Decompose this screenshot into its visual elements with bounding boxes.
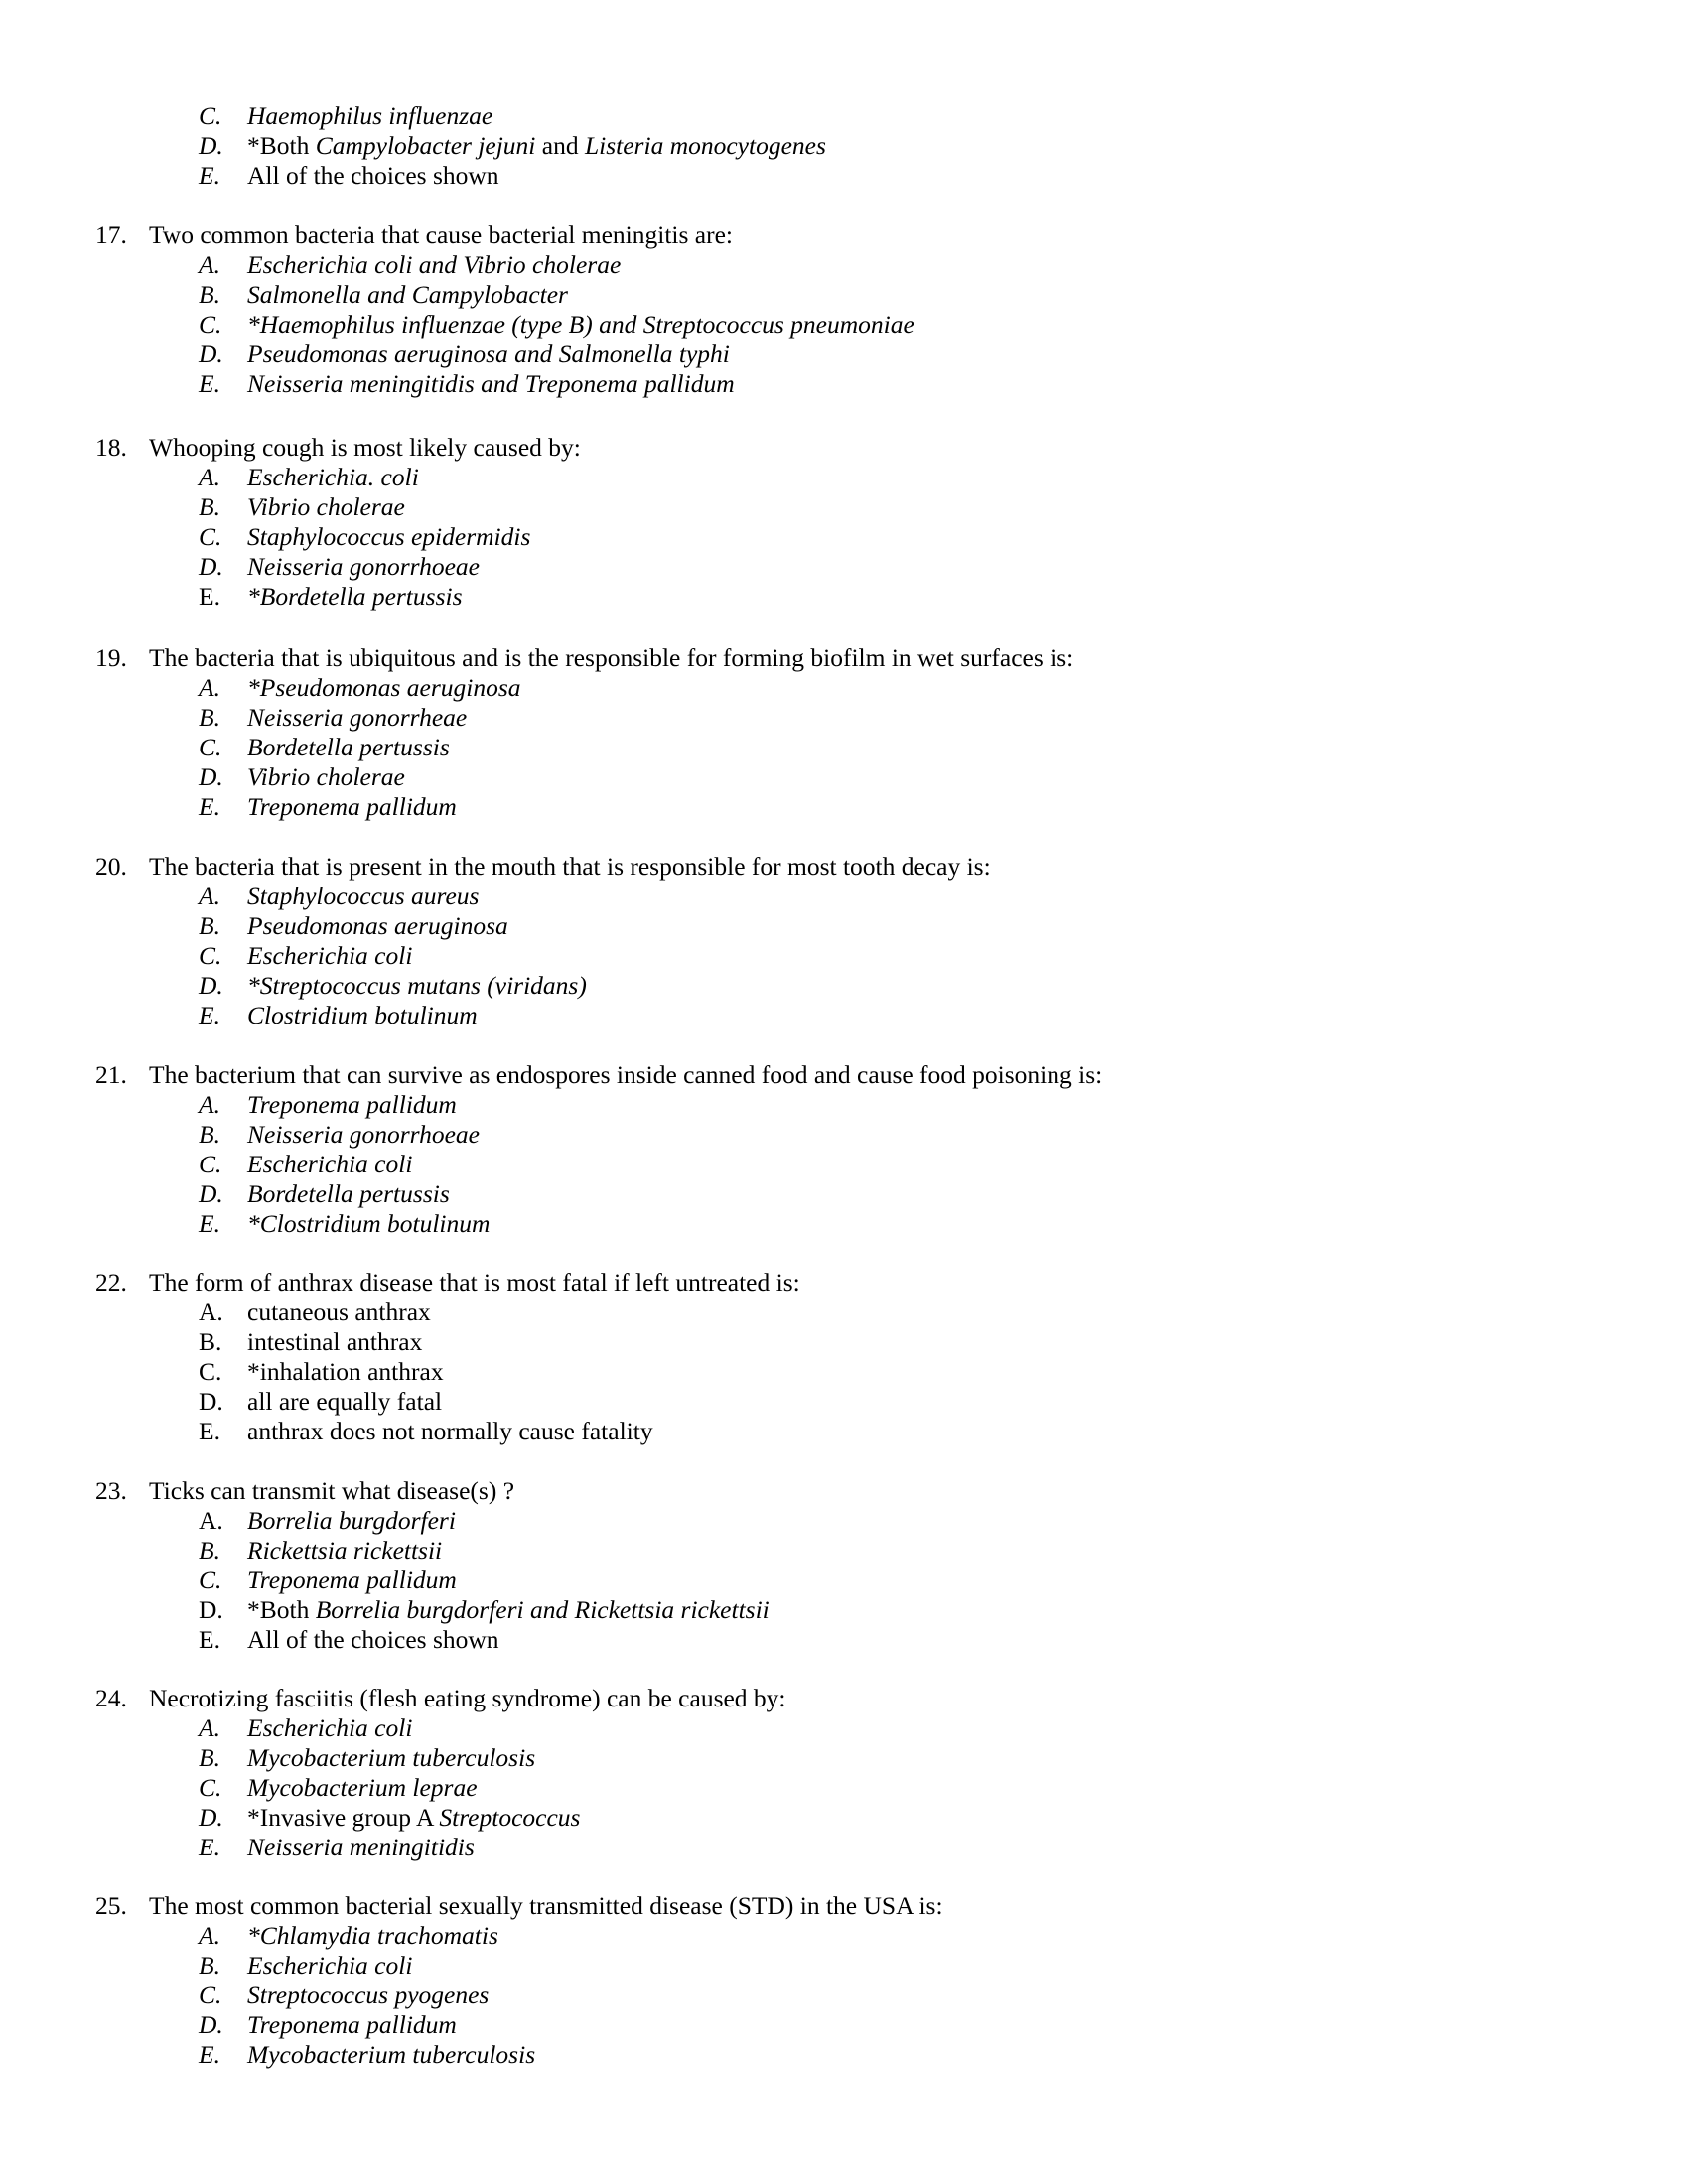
option-letter: B.: [199, 1743, 220, 1772]
option-text-part: all are equally fatal: [247, 1387, 443, 1416]
answer-option: [0, 1209, 1688, 1239]
answer-option: [0, 882, 1688, 911]
answer-option: [0, 1506, 1688, 1536]
question-number: 24.: [95, 1684, 127, 1712]
option-text: [247, 1001, 478, 1030]
option-letter: D.: [199, 971, 223, 1000]
option-letter: D.: [199, 762, 223, 791]
option-text-part: Streptococcus: [439, 1803, 581, 1832]
option-text-part: Rickettsia rickettsii: [247, 1536, 443, 1565]
answer-option: [0, 101, 1688, 131]
option-letter: C.: [199, 1980, 222, 2009]
answer-option: [0, 762, 1688, 792]
answer-option: [0, 1387, 1688, 1417]
answer-option: [0, 1536, 1688, 1566]
option-text: [247, 463, 419, 492]
option-text-part: Treponema pallidum: [247, 1566, 457, 1594]
option-text: [247, 1387, 442, 1417]
option-text-part: All of the choices shown: [247, 161, 499, 190]
option-text-part: *Streptococcus mutans (viridans): [247, 971, 587, 1000]
option-text-part: Escherichia coli: [247, 941, 413, 970]
option-text-part: Mycobacterium tuberculosis: [247, 2040, 536, 2069]
option-text: [247, 1297, 431, 1327]
option-text: [247, 369, 735, 399]
question-stem: [0, 643, 1688, 673]
question-text: The bacteria that is present in the mouth that is responsible for most tooth decay is:: [149, 852, 991, 881]
option-text-part: Treponema pallidum: [247, 2010, 457, 2039]
answer-option: [0, 1090, 1688, 1120]
answer-option: [0, 1980, 1688, 2010]
option-text-part: *Both: [247, 1595, 316, 1624]
option-letter: E.: [199, 161, 220, 190]
option-letter: C.: [199, 310, 222, 339]
answer-option: [0, 941, 1688, 971]
option-letter: D.: [199, 1387, 223, 1416]
option-text-part: Escherichia coli: [247, 1951, 413, 1979]
option-text-part: Staphylococcus epidermidis: [247, 522, 531, 551]
question-24: [0, 1684, 1688, 1862]
option-text: [247, 280, 568, 310]
answer-option: [0, 582, 1688, 612]
question-stem: [0, 1268, 1688, 1297]
option-text: [247, 1833, 475, 1862]
option-letter: A.: [199, 1297, 223, 1326]
option-text: [247, 911, 508, 941]
option-letter: D.: [199, 340, 223, 368]
option-text-part: Escherichia. coli: [247, 463, 419, 491]
option-text: [247, 792, 457, 822]
answer-option: [0, 161, 1688, 191]
option-text-part: Neisseria meningitidis and Treponema pallidum: [247, 369, 735, 398]
option-letter: A.: [199, 250, 220, 279]
option-letter: B.: [199, 492, 220, 521]
question-19: [0, 643, 1688, 822]
question-stem: [0, 220, 1688, 250]
answer-option: [0, 1713, 1688, 1743]
question-text: Two common bacteria that cause bacterial meningitis are:: [149, 220, 734, 249]
option-letter: C.: [199, 1357, 222, 1386]
question-18: [0, 433, 1688, 612]
option-text-part: Mycobacterium leprae: [247, 1773, 478, 1802]
option-letter: E.: [199, 792, 220, 821]
option-text: [247, 1357, 444, 1387]
option-letter: B.: [199, 1951, 220, 1979]
option-text-part: Neisseria gonorrheae: [247, 703, 468, 732]
option-text-part: Listeria monocytogenes: [584, 131, 826, 160]
answer-option: [0, 310, 1688, 340]
option-text: [247, 941, 412, 971]
option-text-part: Vibrio cholerae: [247, 762, 405, 791]
option-text-part: Streptococcus pyogenes: [247, 1980, 490, 2009]
answer-option: [0, 552, 1688, 582]
option-text: [247, 552, 480, 582]
option-text-part: Staphylococcus aureus: [247, 882, 480, 910]
question-number: 17.: [95, 220, 127, 249]
answer-option: [0, 1743, 1688, 1773]
option-letter: D.: [199, 2010, 223, 2039]
option-text: [247, 1803, 580, 1833]
option-text-part: *Bordetella pertussis: [247, 582, 463, 611]
option-text-part: anthrax does not normally cause fatality: [247, 1417, 653, 1445]
question-text: Whooping cough is most likely caused by:: [149, 433, 581, 462]
option-text: [247, 1773, 478, 1803]
answer-option: [0, 369, 1688, 399]
option-text-part: Neisseria meningitidis: [247, 1833, 475, 1861]
option-text: [247, 1150, 412, 1179]
answer-option: [0, 1327, 1688, 1357]
answer-option: [0, 673, 1688, 703]
option-text-part: *inhalation anthrax: [247, 1357, 444, 1386]
option-text-part: intestinal anthrax: [247, 1327, 423, 1356]
option-text-part: Escherichia coli: [247, 1150, 413, 1178]
option-letter: B.: [199, 280, 220, 309]
option-letter: B.: [199, 1327, 222, 1356]
answer-option: [0, 2010, 1688, 2040]
option-text: [247, 310, 914, 340]
option-text: [247, 762, 405, 792]
answer-option: [0, 1417, 1688, 1446]
option-text-part: *Chlamydia trachomatis: [247, 1921, 498, 1950]
option-letter: C.: [199, 101, 222, 130]
option-text-part: Campylobacter jejuni: [315, 131, 536, 160]
option-letter: A.: [199, 463, 220, 491]
answer-option: [0, 1297, 1688, 1327]
carryover-options: [0, 101, 1688, 191]
answer-option: [0, 1566, 1688, 1595]
option-letter: B.: [199, 1536, 220, 1565]
question-number: 20.: [95, 852, 127, 881]
question-text: The most common bacterial sexually transmitted disease (STD) in the USA is:: [149, 1891, 943, 1920]
option-text: [247, 1536, 442, 1566]
option-text: [247, 882, 479, 911]
answer-option: [0, 1625, 1688, 1655]
option-text: [247, 1506, 456, 1536]
option-text-part: and: [535, 131, 585, 160]
answer-option: [0, 971, 1688, 1001]
option-text: [247, 101, 492, 131]
option-text: [247, 582, 463, 612]
option-text-part: Haemophilus influenzae: [247, 101, 493, 130]
option-text: [247, 1566, 457, 1595]
option-letter: A.: [199, 1713, 220, 1742]
option-text: [247, 1713, 412, 1743]
option-letter: E.: [199, 2040, 220, 2069]
question-stem: [0, 1684, 1688, 1713]
option-letter: D.: [199, 1179, 223, 1208]
option-text: [247, 703, 467, 733]
question-number: 22.: [95, 1268, 127, 1297]
option-text-part: Clostridium botulinum: [247, 1001, 478, 1029]
answer-option: [0, 1357, 1688, 1387]
question-number: 21.: [95, 1060, 127, 1089]
option-letter: C.: [199, 733, 222, 761]
answer-option: [0, 1921, 1688, 1951]
answer-option: [0, 2040, 1688, 2070]
option-text: [247, 971, 587, 1001]
option-letter: A.: [199, 673, 220, 702]
option-text-part: cutaneous anthrax: [247, 1297, 431, 1326]
answer-option: [0, 280, 1688, 310]
option-letter: E.: [199, 1417, 220, 1445]
answer-option: [0, 911, 1688, 941]
option-text: [247, 733, 450, 762]
option-text-part: Bordetella pertussis: [247, 1179, 450, 1208]
option-text: [247, 1625, 499, 1655]
answer-option: [0, 1773, 1688, 1803]
option-letter: A.: [199, 1090, 220, 1119]
answer-option: [0, 250, 1688, 280]
option-letter: E.: [199, 582, 220, 611]
option-letter: D.: [199, 131, 223, 160]
option-text: [247, 1980, 489, 2010]
question-number: 18.: [95, 433, 127, 462]
option-text: [247, 1921, 498, 1951]
option-letter: D.: [199, 1803, 223, 1832]
option-text-part: *Haemophilus influenzae (type B) and Streptococcus pneumoniae: [247, 310, 914, 339]
option-text: [247, 1743, 535, 1773]
option-text: [247, 1327, 422, 1357]
option-text: [247, 1209, 490, 1239]
option-text-part: Neisseria gonorrhoeae: [247, 552, 480, 581]
option-letter: E.: [199, 1001, 220, 1029]
question-number: 25.: [95, 1891, 127, 1920]
question-22: [0, 1268, 1688, 1446]
option-text: [247, 161, 499, 191]
option-letter: C.: [199, 522, 222, 551]
answer-option: [0, 522, 1688, 552]
question-stem: [0, 1060, 1688, 1090]
option-text: [247, 1417, 653, 1446]
question-number: 23.: [95, 1476, 127, 1505]
option-text: [247, 131, 826, 161]
option-text: [247, 250, 621, 280]
question-17: [0, 220, 1688, 399]
question-stem: [0, 433, 1688, 463]
option-text-part: Neisseria gonorrhoeae: [247, 1120, 480, 1149]
answer-option: [0, 1001, 1688, 1030]
option-text-part: Vibrio cholerae: [247, 492, 405, 521]
answer-option: [0, 131, 1688, 161]
answer-option: [0, 463, 1688, 492]
answer-option: [0, 1150, 1688, 1179]
answer-option: [0, 1833, 1688, 1862]
question-20: [0, 852, 1688, 1030]
option-text-part: *Invasive group A: [247, 1803, 440, 1832]
answer-option: [0, 1803, 1688, 1833]
option-text-part: Pseudomonas aeruginosa and Salmonella typhi: [247, 340, 730, 368]
option-text-part: All of the choices shown: [247, 1625, 499, 1654]
option-text-part: *Clostridium botulinum: [247, 1209, 491, 1238]
option-letter: B.: [199, 911, 220, 940]
question-stem: [0, 852, 1688, 882]
answer-option: [0, 703, 1688, 733]
option-text: [247, 492, 405, 522]
option-text-part: Borrelia burgdorferi and Rickettsia rickettsii: [315, 1595, 770, 1624]
option-letter: D.: [199, 552, 223, 581]
option-text: [247, 1120, 480, 1150]
question-number: 19.: [95, 643, 127, 672]
option-text-part: Pseudomonas aeruginosa: [247, 911, 508, 940]
option-text-part: Treponema pallidum: [247, 792, 457, 821]
option-text: [247, 1595, 770, 1625]
question-25: [0, 1891, 1688, 2070]
option-text-part: *Both: [247, 131, 316, 160]
option-text: [247, 522, 530, 552]
option-letter: C.: [199, 941, 222, 970]
option-letter: C.: [199, 1150, 222, 1178]
answer-option: [0, 340, 1688, 369]
option-text: [247, 2040, 535, 2070]
question-text: The bacterium that can survive as endospores inside canned food and cause food poisoning is:: [149, 1060, 1103, 1089]
option-text-part: Salmonella and Campylobacter: [247, 280, 568, 309]
option-text-part: Escherichia coli and Vibrio cholerae: [247, 250, 622, 279]
question-stem: [0, 1476, 1688, 1506]
option-letter: A.: [199, 882, 220, 910]
option-text: [247, 1090, 457, 1120]
question-text: Ticks can transmit what disease(s) ?: [149, 1476, 515, 1505]
option-letter: A.: [199, 1921, 220, 1950]
option-text: [247, 673, 521, 703]
question-21: [0, 1060, 1688, 1239]
option-letter: E.: [199, 1209, 220, 1238]
option-text-part: Escherichia coli: [247, 1713, 413, 1742]
option-letter: E.: [199, 369, 220, 398]
option-text: [247, 1951, 412, 1980]
option-text: [247, 340, 730, 369]
answer-option: [0, 492, 1688, 522]
answer-option: [0, 792, 1688, 822]
option-letter: B.: [199, 1120, 220, 1149]
question-23: [0, 1476, 1688, 1655]
option-text: [247, 1179, 450, 1209]
option-letter: E.: [199, 1833, 220, 1861]
question-stem: [0, 1891, 1688, 1921]
question-text: Necrotizing fasciitis (flesh eating syndrome) can be caused by:: [149, 1684, 786, 1712]
option-text-part: Bordetella pertussis: [247, 733, 450, 761]
option-text-part: Treponema pallidum: [247, 1090, 457, 1119]
answer-option: [0, 1179, 1688, 1209]
option-letter: B.: [199, 703, 220, 732]
option-text: [247, 2010, 457, 2040]
question-text: The bacteria that is ubiquitous and is the responsible for forming biofilm in wet surfaces is:: [149, 643, 1074, 672]
option-text-part: Borrelia burgdorferi: [247, 1506, 456, 1535]
answer-option: [0, 733, 1688, 762]
option-letter: D.: [199, 1595, 223, 1624]
option-letter: E.: [199, 1625, 220, 1654]
option-letter: C.: [199, 1566, 222, 1594]
option-text-part: Mycobacterium tuberculosis: [247, 1743, 536, 1772]
option-text-part: *Pseudomonas aeruginosa: [247, 673, 521, 702]
answer-option: [0, 1595, 1688, 1625]
option-letter: C.: [199, 1773, 222, 1802]
option-letter: A.: [199, 1506, 223, 1535]
answer-option: [0, 1951, 1688, 1980]
question-text: The form of anthrax disease that is most fatal if left untreated is:: [149, 1268, 800, 1297]
answer-option: [0, 1120, 1688, 1150]
